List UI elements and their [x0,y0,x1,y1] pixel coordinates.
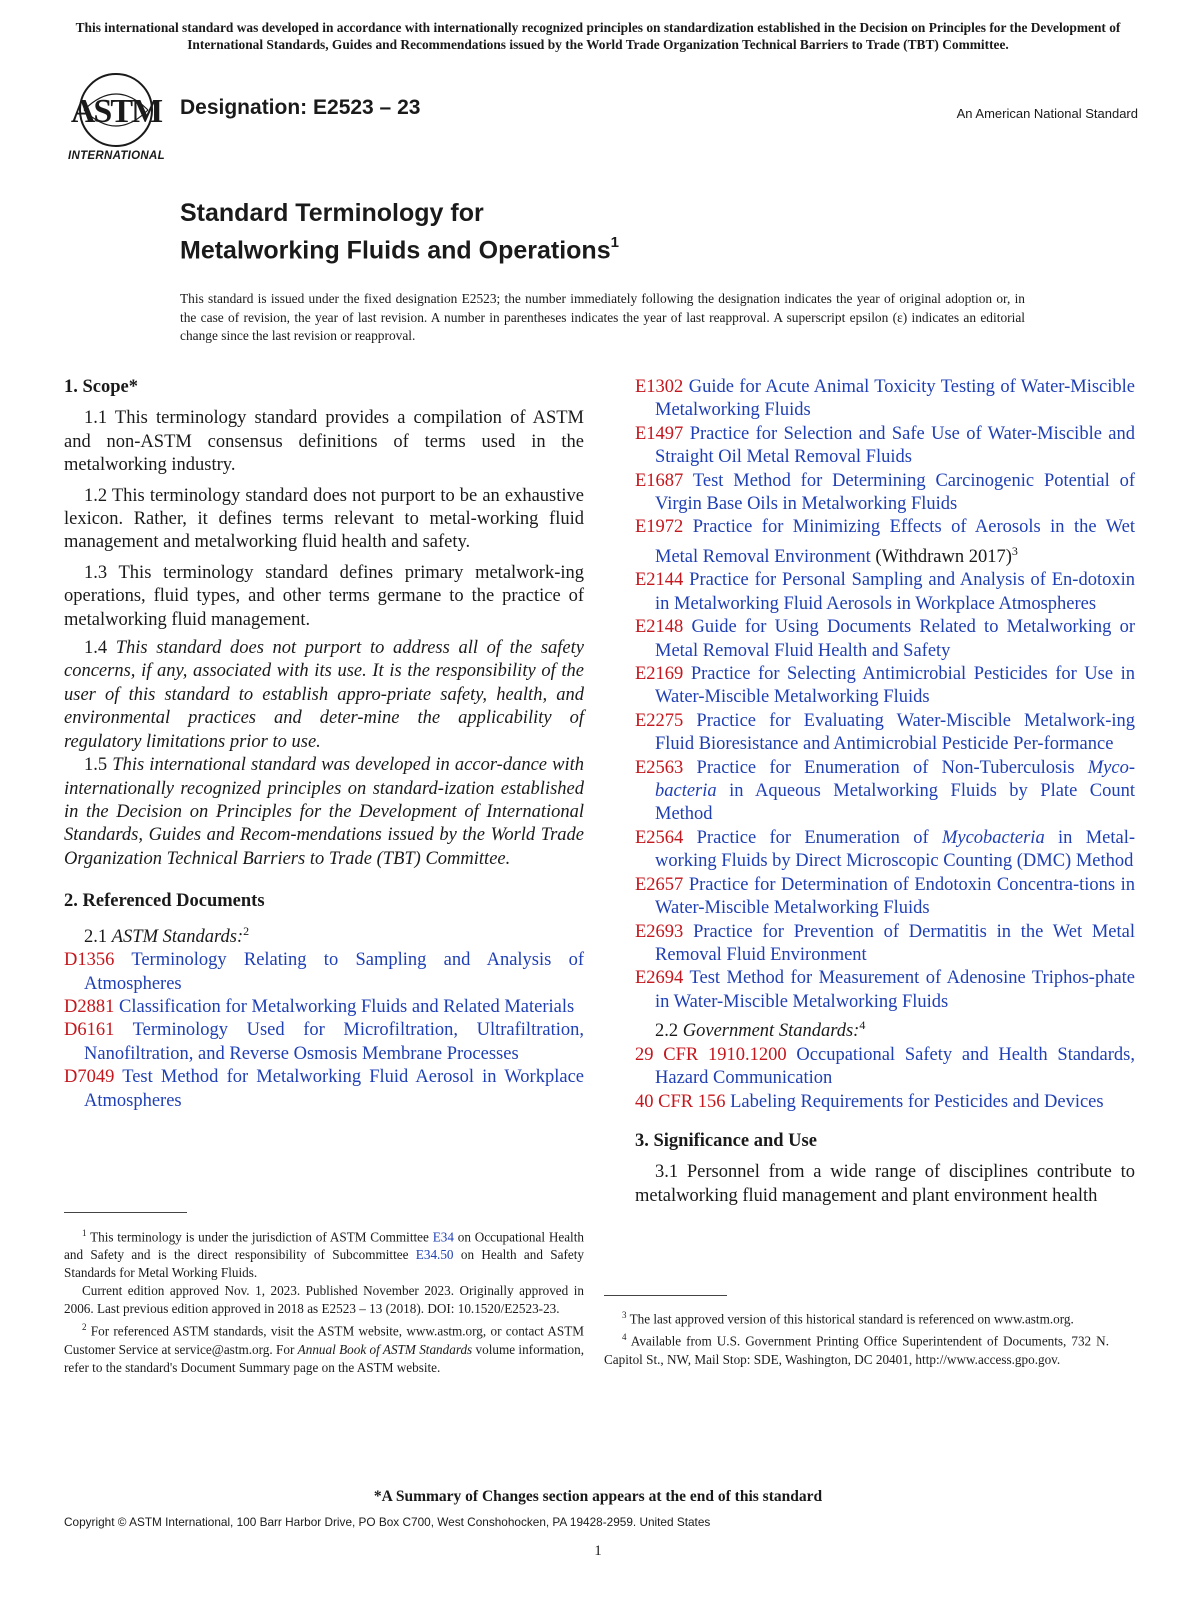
summary-of-changes-note: *A Summary of Changes section appears at the end of this standard [373,1488,823,1505]
reference-item [635,757,1135,827]
reference-title-link[interactable]: Guide for Using Documents Related to Metalworking or Metal Removal Fluid Health and Safety [655,617,1136,661]
reference-code-link[interactable]: E2148 [635,617,684,638]
logo-wordmark: INTERNATIONAL [68,150,165,162]
left-column [64,376,584,1113]
footnote-4: $^4$ Available from U.S. Government Printing Office Superintendent of Documents, 732 N. Capitol St., NW, Mail Stop: SDE, Washington, DC 20401, http://www.access.gpo.gov. [604,1332,1109,1367]
reference-title-link[interactable]: Terminology Used for Microfiltration, Ultrafiltration, Nanofiltration, and Reverse Osmosis Membrane Processes [84,1020,584,1064]
reference-item [64,1066,584,1113]
reference-footnote-mark: 3 [1011,543,1018,558]
subcommittee-link[interactable]: E34.50 [415,1247,454,1263]
astm-standards-label: 2.1 ASTM Standards:$^2$ [84,923,250,947]
reference-item [635,516,1135,569]
reference-code-link[interactable]: E1497 [635,423,684,444]
footnote-3: $^3$ The last approved version of this historical standard is referenced on www.astm.org. [622,1310,1074,1327]
reference-item [635,616,1135,663]
reference-title-link[interactable]: Test Method for Determining Carcinogenic Potential of Virgin Base Oils in Metalworking Fluids [655,470,1135,515]
reference-code-link[interactable]: E1972 [635,517,684,538]
committee-link[interactable]: E34 [432,1229,454,1245]
reference-item [635,874,1135,921]
title-line-1: Standard Terminology for [180,199,484,227]
reference-title-link[interactable]: Practice for Enumeration of Non-Tuberculosis Myco-bacteria in Aqueous Metalworking Fluids by Plate Count Method [655,757,1135,825]
scope-1-4: 1.4 This standard does not purport to address all of the safety concerns, if any, associated with its use. It is the responsibility of the user of this standard to establish appro-priate safety, health, and environmental practices and deter-mine the applicability of regulatory limitations prior to use. [64,638,584,752]
reference-item [635,569,1135,616]
footnote-divider-right [604,1295,727,1296]
reference-item [635,710,1135,757]
page-number: 1 [594,1543,602,1559]
reference-title-link[interactable]: Practice for Determination of Endotoxin Concentra-tions in Water-Miscible Metalworking Fluids [655,874,1136,919]
refdocs-heading: 2. Referenced Documents [64,891,265,912]
reference-code-link[interactable]: D2881 [64,996,115,1017]
reference-title-link[interactable]: Test Method for Metalworking Fluid Aerosol in Workplace Atmospheres [84,1067,584,1111]
reference-title-link[interactable]: Practice for Selecting Antimicrobial Pesticides for Use in Water-Miscible Metalworking Fluids [655,664,1135,708]
reference-item [635,663,1135,710]
government-reference-list [635,1044,1135,1114]
wto-notice: This international standard was developed in accordance with internationally recognized principles on standardization established in the Decision on Principles for the Development of International Standards, Guides and Recommendations issued by the World Trade Organization Technical Barriers to Trade (TBT) Committee. [75,20,1121,52]
significance-3-1: 3.1 Personnel from a wide range of disciplines contribute to metalworking fluid management and plant environment health [635,1162,1135,1206]
reference-title-link[interactable]: Practice for Personal Sampling and Analysis of En-dotoxin in Metalworking Fluid Aerosols in Workplace Atmospheres [655,570,1136,614]
footnote-divider [64,1212,187,1213]
reference-item [635,921,1135,968]
right-column [635,376,1135,1208]
reference-title-link[interactable]: Practice for Prevention of Dermatitis in the Wet Metal Removal Fluid Environment [655,921,1135,965]
astm-reference-list [64,949,584,1113]
reference-item [635,967,1135,1014]
reference-code-link[interactable]: E1687 [635,470,684,491]
reference-code-link[interactable]: E2564 [635,827,684,848]
title-footnote-mark: 1 [610,234,619,251]
reference-code-link[interactable]: E2144 [635,570,684,591]
designation: Designation: E2523 – 23 [180,96,421,119]
left-footnotes [64,1224,584,1377]
reference-item [64,996,584,1019]
reference-title-link[interactable]: Labeling Requirements for Pesticides and Devices [730,1091,1104,1112]
scope-heading: 1. Scope* [64,377,138,397]
astm-logo [64,70,169,150]
footnote-1-edition: Current edition approved Nov. 1, 2023. Published November 2023. Originally approved in 2006. Last previous edition approved in 2018 as E2523 – 13 (2018). DOI: 10.1520/E2523-23. [64,1283,584,1317]
reference-item [635,470,1135,517]
significance-heading: 3. Significance and Use [635,1130,817,1151]
national-standard-label: An American National Standard [956,106,1138,121]
government-standards-label: 2.2 Government Standards:$^4$ [655,1018,866,1042]
reference-code-link[interactable]: E2693 [635,921,684,942]
astm-reference-list-continued [635,376,1135,1014]
copyright-line: Copyright © ASTM International, 100 Barr Harbor Drive, PO Box C700, West Conshohocken, PA 19428-2959. United States [64,1515,711,1529]
reference-title-link[interactable]: Terminology Relating to Sampling and Analysis of Atmospheres [84,950,584,994]
scope-1-3: 1.3 This terminology standard defines primary metalwork-ing operations, fluid types, and other terms germane to the practice of metalworking fluid management. [64,562,584,630]
reference-item [64,1019,584,1066]
reference-code-link[interactable]: D1356 [64,950,115,971]
reference-title-link[interactable]: Test Method for Measurement of Adenosine Triphos-phate in Water-Miscible Metalworking Fluids [655,968,1136,1012]
reference-title-link[interactable]: Practice for Minimizing Effects of Aerosols in the Wet Metal Removal Environment [655,517,1136,567]
reference-title-link[interactable]: Guide for Acute Animal Toxicity Testing of Water-Miscible Metalworking Fluids [655,377,1136,421]
logo-letters: ASTM [70,93,162,130]
reference-item [635,1044,1135,1091]
reference-code-link[interactable]: 40 CFR 156 [635,1091,726,1112]
reference-code-link[interactable]: E2275 [635,710,684,731]
reference-title-link[interactable]: Practice for Evaluating Water-Miscible Metalwork-ing Fluid Bioresistance and Antimicrobial Pesticide Per-formance [655,710,1135,755]
reference-item [635,1091,1135,1114]
reference-code-link[interactable]: 29 CFR 1910.1200 [635,1044,787,1065]
footnote-2: $^2$ For referenced ASTM standards, visit the ASTM website, www.astm.org, or contact ASTM Customer Service at service@astm.org. For Annual Book of ASTM Standards volume information, refer to the standard's Document Summary page on the ASTM website. [64,1322,585,1375]
reference-title-link[interactable]: Occupational Safety and Health Standards, Hazard Communication [655,1044,1136,1089]
document-title [180,198,619,266]
right-footnotes [604,1306,1109,1369]
title-line-2: Metalworking Fluids and Operations$^1$ [180,234,619,265]
reference-code-link[interactable]: E2169 [635,664,684,685]
reference-code-link[interactable]: D6161 [64,1020,115,1041]
reference-item [635,827,1135,874]
reference-code-link[interactable]: E2563 [635,757,684,778]
scope-1-2: 1.2 This terminology standard does not purport to be an exhaustive lexicon. Rather, it defines terms relevant to metal-working fluid management and metalworking fluid health and safety. [64,485,584,553]
scope-1-1: 1.1 This terminology standard provides a compilation of ASTM and non-ASTM consensus definitions of terms used in the metalworking industry. [64,408,584,476]
reference-title-link[interactable]: Classification for Metalworking Fluids and Related Materials [119,996,575,1017]
footnote-1: $^1$ This terminology is under the jurisdiction of ASTM Committee E34 on Occupational Health and Safety and is the direct responsibility of Subcommittee E34.50 on Health and Safety Standards for Metal Working Fluids. [64,1228,584,1281]
reference-code-link[interactable]: E2694 [635,968,684,989]
scope-1-5: 1.5 This international standard was developed in accor-dance with internationally recognized principles on standard-ization established in the Decision on Principles for the Development of International Standards, Guides and Recom-mendations issued by the World Trade Organization Technical Barriers to Trade (TBT) Committee. [64,755,585,869]
reference-code-link[interactable]: E2657 [635,874,684,895]
issuance-note: This standard is issued under the fixed designation E2523; the number immediately following the designation indicates the year of original adoption or, in the case of revision, the year of last revision. A number in parentheses indicates the year of last reapproval. A superscript epsilon (ε) indicates an editorial change since the last revision or reapproval. [180,291,1025,343]
reference-code-link[interactable]: E1302 [635,377,684,397]
reference-item [635,376,1135,423]
reference-code-link[interactable]: D7049 [64,1067,115,1088]
reference-status: (Withdrawn 2017) [870,547,1012,567]
reference-title-link[interactable]: Practice for Enumeration of Mycobacteria in Metal-working Fluids by Direct Microscopic Counting (DMC) Method [655,827,1136,872]
reference-title-link[interactable]: Practice for Selection and Safe Use of Water-Miscible and Straight Oil Metal Removal Fluids [655,423,1135,468]
reference-item [64,949,584,996]
reference-item [635,423,1135,470]
